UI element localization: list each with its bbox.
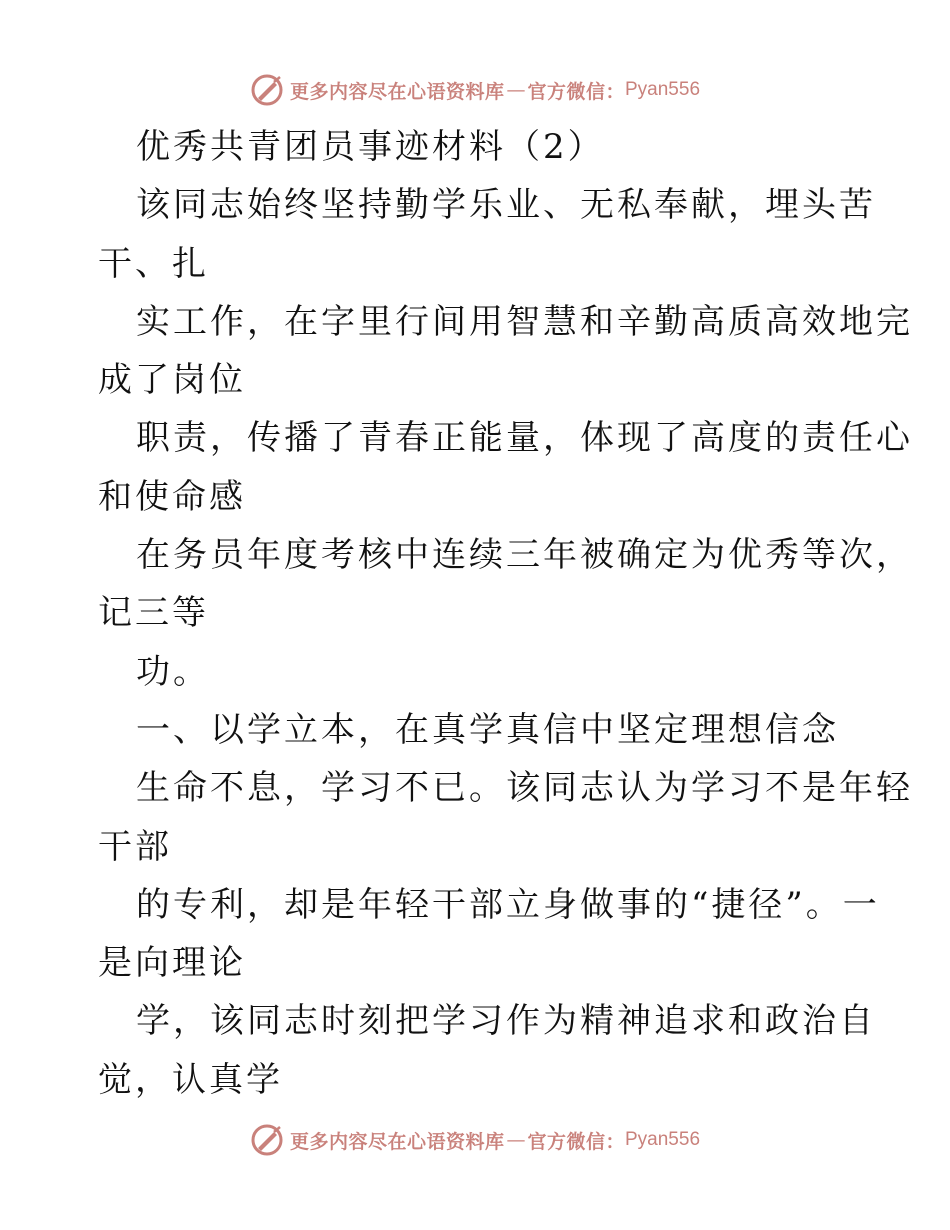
text-line: 干部: [98, 826, 172, 867]
banner-site-text: 更多内容尽在心语资料库: [289, 80, 505, 103]
text-line: 实工作，在字里行间用智慧和辛勤高质高效地完: [136, 301, 913, 342]
text-line: 记三等: [98, 593, 209, 634]
text-line: 该同志始终坚持勤学乐业、无私奉献，埋头苦: [136, 185, 876, 226]
banner-official-text: 官方微信：: [527, 80, 625, 103]
text-line: 觉，认真学: [98, 1059, 283, 1100]
text-line: 学，该同志时刻把学习作为精神追求和政治自: [136, 1001, 876, 1042]
banner-account: Pyan556: [625, 1129, 701, 1150]
text-line: 的专利，却是年轻干部立身做事的“捷径”。一: [136, 884, 880, 925]
banner-dash: —: [506, 79, 526, 101]
document-body: [98, 118, 913, 1109]
banner-site-text: 更多内容尽在心语资料库: [289, 1130, 505, 1153]
text-line: 成了岗位: [98, 360, 246, 401]
quill-pen-icon: [250, 73, 284, 107]
text-line: 功。: [136, 651, 210, 692]
text-line: 是向理论: [98, 943, 246, 984]
footer-banner: [0, 1118, 950, 1162]
text-line: 和使命感: [98, 476, 246, 517]
banner-dash: —: [506, 1129, 526, 1151]
text-line: 职责，传播了青春正能量，体现了高度的责任心: [136, 418, 913, 459]
text-line: 在务员年度考核中连续三年被确定为优秀等次，: [136, 535, 913, 576]
banner-official-text: 官方微信：: [527, 1130, 625, 1153]
text-line: 生命不息，学习不已。该同志认为学习不是年轻: [136, 768, 913, 809]
header-banner: [0, 68, 950, 112]
quill-pen-icon: [250, 1123, 284, 1157]
banner-account: Pyan556: [625, 79, 701, 100]
text-line: 干、扎: [98, 243, 209, 284]
text-line: 优秀共青团员事迹材料（2）: [136, 127, 605, 167]
text-line: 一、以学立本，在真学真信中坚定理想信念: [136, 709, 839, 750]
